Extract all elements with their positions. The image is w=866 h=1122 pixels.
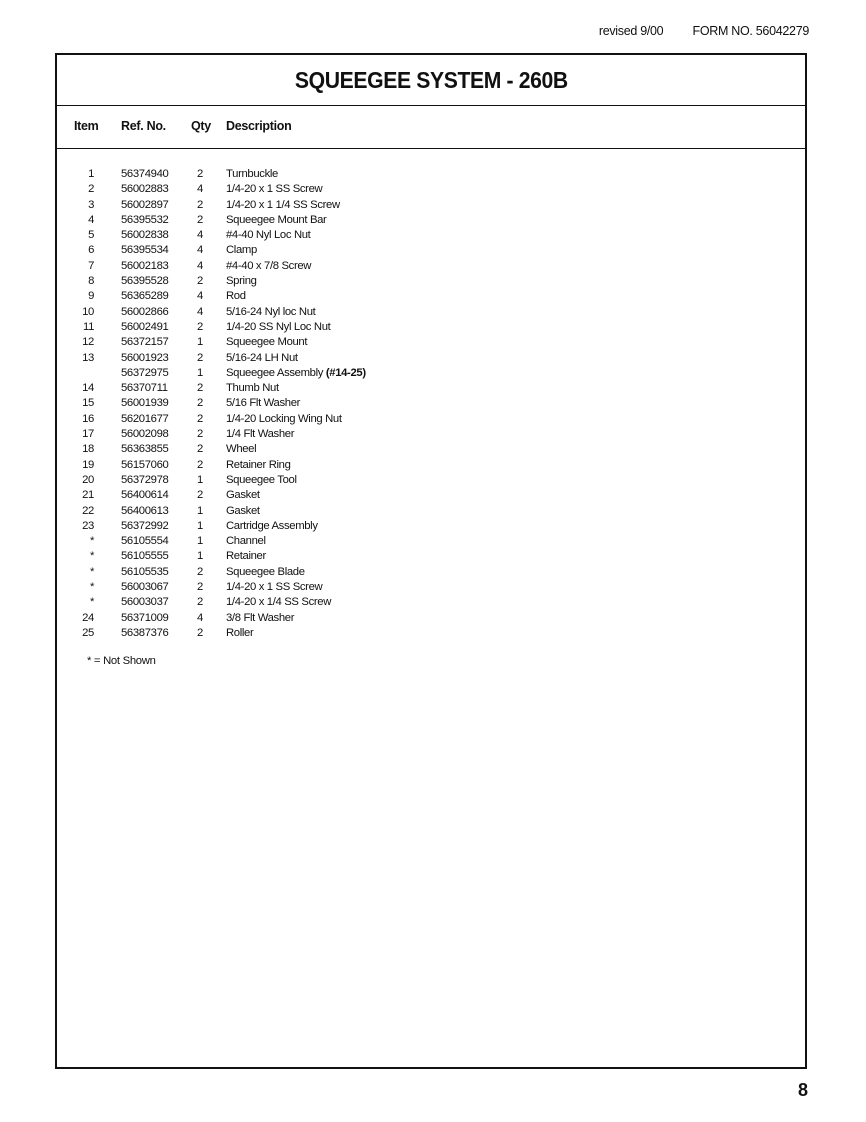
ref-number: 56002838 [121,229,169,242]
table-row [57,412,805,427]
item-number: * [89,550,94,563]
item-number: 15 [82,397,94,410]
item-number: 10 [82,305,94,318]
item-number: 5 [88,229,94,242]
item-number: 21 [82,489,94,502]
item-number: 3 [88,198,94,211]
page-title: SQUEEGEE SYSTEM - 260B [294,66,568,93]
description: Squeegee Mount Bar [226,213,327,226]
quantity: 2 [197,168,203,180]
ref-number: 56395528 [121,275,169,288]
description: 1/4-20 x 1 SS Screw [226,183,323,196]
ref-number: 56395532 [121,213,169,226]
table-row [57,458,805,473]
quantity: 1 [197,550,203,563]
ref-number: 56400614 [121,489,169,502]
table-row [57,381,805,396]
description: 1/4-20 Locking Wing Nut [226,412,342,425]
quantity: 2 [197,397,203,410]
ref-number: 56001923 [121,351,169,364]
description: Squeegee Tool [226,473,297,486]
description: Gasket [226,504,260,517]
revision-date: revised 9/00 [598,24,664,38]
description: 3/8 Flt Washer [226,611,295,624]
table-row [57,519,805,534]
form-number: FORM NO. 56042279 [692,24,809,38]
item-number: 12 [82,336,94,349]
description: Spring [226,275,257,288]
description: 1/4-20 x 1/4 SS Screw [226,596,332,609]
item-number: 1 [88,168,94,180]
quantity: 2 [197,320,203,333]
ref-number: 56372978 [121,473,169,486]
item-number: * [89,596,94,609]
table-row [57,534,805,549]
ref-number: 56002866 [121,305,169,318]
item-number: 22 [82,504,94,517]
column-header-description: Description [226,119,292,133]
ref-number: 56105555 [121,550,169,563]
item-number: * [89,565,94,578]
table-row [57,243,805,258]
column-header-item: Item [74,119,99,133]
description-text: Squeegee Assembly [226,366,324,379]
ref-number: 56002883 [121,183,169,196]
ref-number: 56201677 [121,412,169,425]
table-row [57,427,805,442]
description-range: (#14-25) [325,366,366,379]
item-number: 9 [88,290,94,303]
ref-number: 56374940 [121,168,169,180]
description: Squeegee Mount [226,336,308,349]
description [226,366,366,381]
description: Turnbuckle [226,168,278,180]
ref-number: 56001939 [121,397,169,410]
quantity: 2 [197,428,203,441]
item-number: 18 [82,443,94,456]
ref-number: 56365289 [121,290,169,303]
description: Cartridge Assembly [226,519,318,532]
table-row [57,366,805,381]
quantity: 4 [197,290,203,303]
column-header-ref: Ref. No. [121,119,166,133]
ref-number: 56372975 [121,366,169,379]
ref-number: 56387376 [121,626,169,639]
table-row [57,549,805,564]
quantity: 2 [197,626,203,639]
item-number: 11 [82,320,94,333]
description: #4-40 Nyl Loc Nut [226,229,311,242]
description: 1/4-20 SS Nyl Loc Nut [226,320,331,333]
description: 5/16-24 Nyl loc Nut [226,305,316,318]
ref-number: 56002183 [121,259,169,272]
item-number: * [89,581,94,594]
description: #4-40 x 7/8 Screw [226,259,312,272]
item-number: 4 [88,213,94,226]
description: 5/16 Flt Washer [226,397,301,410]
ref-number: 56002491 [121,320,169,333]
quantity: 2 [197,581,203,594]
quantity: 2 [197,198,203,211]
item-number: 23 [82,519,94,532]
table-row [57,335,805,350]
quantity: 2 [197,596,203,609]
quantity: 4 [197,229,203,242]
item-number: 25 [82,626,94,639]
quantity: 2 [197,458,203,471]
item-number: 14 [82,382,94,395]
table-row [57,580,805,595]
footnote: * = Not Shown [87,655,156,667]
quantity: 1 [197,504,203,517]
quantity: 4 [197,183,203,196]
column-header-row [57,106,805,149]
table-row [57,198,805,213]
table-row [57,565,805,580]
item-number: 17 [82,428,94,441]
ref-number: 56372992 [121,519,169,532]
table-row [57,167,805,182]
title-bar [57,55,805,106]
quantity: 2 [197,443,203,456]
description: 5/16-24 LH Nut [226,351,298,364]
parts-list [57,167,805,641]
quantity: 1 [197,519,203,532]
table-row [57,274,805,289]
ref-number: 56003037 [121,596,169,609]
description: Retainer Ring [226,458,291,471]
page-header [599,24,809,38]
table-row [57,396,805,411]
item-number: 13 [82,351,94,364]
description: Clamp [226,244,257,257]
ref-number: 56372157 [121,336,169,349]
quantity: 4 [197,305,203,318]
ref-number: 56371009 [121,611,169,624]
quantity: 1 [197,473,203,486]
table-row [57,228,805,243]
description: Rod [226,290,246,303]
quantity: 4 [197,244,203,257]
description: 1/4-20 x 1 SS Screw [226,581,323,594]
table-row [57,289,805,304]
table-row [57,473,805,488]
table-row [57,305,805,320]
quantity: 4 [197,611,203,624]
description: Channel [226,535,266,548]
table-row [57,488,805,503]
quantity: 1 [197,535,203,548]
quantity: 1 [197,336,203,349]
ref-number: 56157060 [121,458,169,471]
column-header-qty: Qty [191,119,211,133]
quantity: 2 [197,412,203,425]
ref-number: 56400613 [121,504,169,517]
quantity: 2 [197,351,203,364]
description: Squeegee Blade [226,565,305,578]
description: Thumb Nut [226,382,279,395]
item-number: 6 [88,244,94,257]
ref-number: 56003067 [121,581,169,594]
table-row [57,442,805,457]
quantity: 2 [197,275,203,288]
table-row [57,504,805,519]
table-row [57,351,805,366]
ref-number: 56002897 [121,198,169,211]
ref-number: 56105535 [121,565,169,578]
description: Retainer [226,550,266,563]
item-number: * [89,535,94,548]
description: 1/4-20 x 1 1/4 SS Screw [226,198,340,211]
item-number: 8 [88,275,94,288]
table-row [57,320,805,335]
table-row [57,626,805,641]
table-row [57,611,805,626]
ref-number: 56363855 [121,443,169,456]
quantity: 4 [197,259,203,272]
quantity: 2 [197,213,203,226]
page-number: 8 [797,1080,808,1100]
ref-number: 56105554 [121,535,169,548]
quantity: 2 [197,489,203,502]
item-number: 2 [88,183,94,196]
parts-list-frame [55,53,807,1069]
quantity: 2 [197,565,203,578]
item-number: 20 [82,473,94,486]
item-number: 24 [82,611,94,624]
ref-number: 56370711 [121,382,168,395]
ref-number: 56395534 [121,244,169,257]
quantity: 1 [197,366,203,379]
description: Wheel [226,443,257,456]
table-row [57,595,805,610]
ref-number: 56002098 [121,428,169,441]
item-number: 16 [82,412,94,425]
description: Roller [226,626,254,639]
table-row [57,259,805,274]
description: Gasket [226,489,260,502]
item-number: 7 [88,259,94,272]
table-row [57,182,805,197]
quantity: 2 [197,382,203,395]
item-number: 19 [82,458,94,471]
table-row [57,213,805,228]
description: 1/4 Flt Washer [226,428,295,441]
